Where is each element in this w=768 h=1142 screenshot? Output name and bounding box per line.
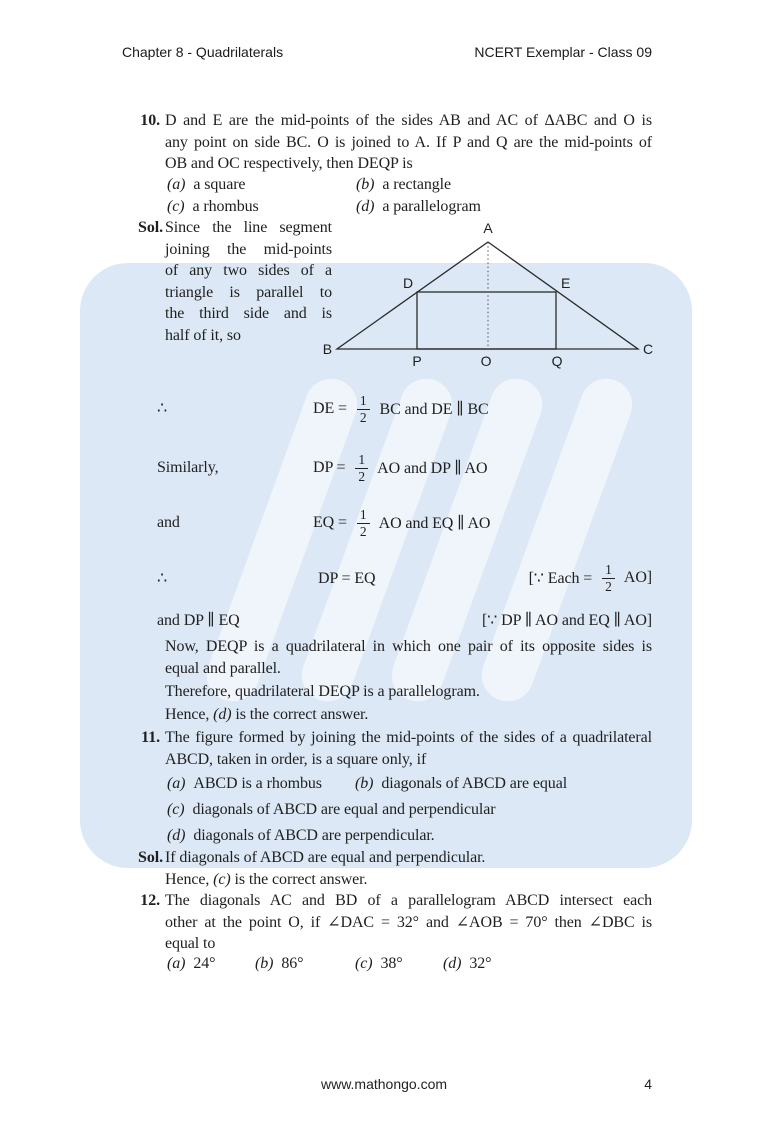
fraction-denominator: 2 — [355, 468, 368, 485]
option-letter: (a) — [167, 176, 186, 193]
footer-website-url: www.mathongo.com — [320, 1076, 448, 1092]
q11-line-2: ABCD, taken in order, is a square only, if — [165, 750, 427, 768]
sol10-paragraph-2: Therefore, quadrilateral DEQP is a parallelogram. — [165, 683, 480, 700]
point-label-D: D — [402, 275, 413, 291]
q10-text — [165, 110, 652, 175]
equation-rhs: AO and EQ ∥ AO — [375, 515, 491, 532]
step3-equation — [313, 502, 490, 544]
sol10-side-line: the third side and is — [165, 305, 332, 322]
fraction-numerator: 1 — [359, 506, 367, 522]
q12-option-d — [443, 953, 491, 974]
sol10-paragraph-1 — [165, 636, 652, 679]
option-letter: (a) — [167, 955, 186, 972]
sol10-side-line: triangle is parallel to — [165, 283, 332, 301]
vertex-label-A: A — [483, 220, 493, 236]
q10-option-c — [167, 196, 259, 217]
equation-lhs: EQ = — [313, 514, 351, 531]
header-book-title: NCERT Exemplar - Class 09 — [474, 44, 652, 60]
correct-option-letter: (c) — [213, 871, 231, 888]
hence-text: is the correct answer. — [231, 706, 369, 723]
q11-number: 11. — [141, 729, 160, 746]
sol10-label: Sol. — [138, 219, 163, 236]
hence-text: Hence, — [165, 706, 214, 723]
step5-statement: and DP ∥ EQ — [157, 612, 240, 629]
paragraph-line: equal and parallel. — [165, 659, 281, 677]
note-text: [∵ Each = — [528, 570, 597, 587]
vertex-label-C: C — [643, 341, 654, 357]
option-letter: (c) — [167, 198, 185, 215]
option-letter: (d) — [443, 955, 462, 972]
equation-rhs: BC and DE ∥ BC — [375, 401, 489, 418]
sol11-hence-line — [165, 869, 652, 891]
q12-line-1: The diagonals AC and BD of a parallelogram ABCD intersect each — [165, 892, 652, 909]
sol10-side-text — [165, 217, 332, 346]
q12-option-b — [255, 953, 303, 974]
q12-option-a — [167, 953, 215, 974]
fraction-denominator: 2 — [357, 409, 370, 426]
hence-text: is the correct answer. — [230, 871, 368, 888]
q11-option-a — [167, 773, 322, 794]
footer-page-number: 4 — [644, 1076, 652, 1092]
note-text: AO] — [620, 569, 652, 586]
equation-lhs: DP = — [313, 459, 350, 476]
sol10-side-line: joining the mid-points — [165, 240, 332, 258]
step4-equation: DP = EQ — [318, 570, 376, 587]
q10-line-1: D and E are the mid-points of the sides AB and AC of ΔABC and O is — [165, 112, 652, 129]
fraction-one-half — [602, 562, 615, 594]
sol10-hence-line — [165, 704, 652, 726]
step1-equation — [313, 388, 489, 430]
q12-text — [165, 890, 652, 955]
option-text: diagonals of ABCD are equal — [381, 775, 568, 792]
option-letter: (d) — [167, 827, 186, 844]
q11-option-d — [167, 825, 435, 846]
fraction-denominator: 2 — [357, 523, 370, 540]
option-text: a rhombus — [192, 198, 259, 215]
option-text: a parallelogram — [382, 198, 481, 215]
option-text: a square — [193, 176, 246, 193]
q11-option-b — [355, 773, 567, 794]
q11-option-c — [167, 799, 495, 820]
fraction-numerator: 1 — [605, 561, 612, 577]
q10-option-b — [356, 174, 451, 195]
option-text: 24° — [193, 955, 216, 972]
option-letter: (c) — [167, 801, 185, 818]
option-text: diagonals of ABCD are equal and perpendicular — [192, 801, 496, 818]
option-text: a rectangle — [382, 176, 451, 193]
fraction-one-half — [357, 393, 370, 425]
q10-number: 10. — [140, 112, 160, 129]
option-text: 38° — [380, 955, 403, 972]
point-label-Q: Q — [551, 353, 563, 369]
step2-label: Similarly, — [157, 459, 219, 476]
paragraph-line: Now, DEQP is a quadrilateral in which one pair of its opposite sides is — [165, 638, 652, 655]
q11-text — [165, 727, 652, 770]
fraction-one-half — [355, 452, 368, 484]
q11-line-1: The figure formed by joining the mid-points of the sides of a quadrilateral — [165, 729, 652, 746]
q10-option-a — [167, 174, 245, 195]
q10-option-d — [356, 196, 481, 217]
q12-number: 12. — [140, 892, 160, 909]
option-letter: (c) — [355, 955, 373, 972]
q10-line-2: any point on side BC. O is joined to A. If P and Q are the mid-points of — [165, 133, 652, 151]
q12-line-3: equal to — [165, 935, 216, 952]
step3-label: and — [157, 514, 180, 531]
sol10-side-line: Since the line segment — [165, 219, 332, 236]
option-text: 86° — [281, 955, 304, 972]
hence-text: Hence, — [165, 871, 214, 888]
q12-line-2: other at the point O, if ∠DAC = 32° and ∠AOB = 70° then ∠DBC is — [165, 913, 652, 931]
q10-line-3: OB and OC respectively, then DEQP is — [165, 155, 413, 172]
vertex-label-B: B — [322, 341, 332, 357]
option-letter: (b) — [355, 775, 374, 792]
sol10-side-line: half of it, so — [165, 326, 241, 344]
equation-rhs: AO and DP ∥ AO — [374, 460, 488, 477]
header-chapter-title: Chapter 8 - Quadrilaterals — [122, 44, 284, 60]
point-label-P: P — [412, 353, 422, 369]
option-letter: (b) — [255, 955, 274, 972]
option-letter: (b) — [356, 176, 375, 193]
fraction-one-half — [357, 507, 370, 539]
step4-label: ∴ — [157, 570, 168, 587]
point-label-O: O — [480, 353, 492, 369]
option-text: ABCD is a rhombus — [193, 775, 322, 792]
step1-label: ∴ — [157, 400, 168, 417]
q12-option-c — [355, 953, 403, 974]
fraction-numerator: 1 — [358, 451, 366, 467]
triangle-figure — [320, 217, 660, 369]
fraction-numerator: 1 — [359, 392, 367, 408]
sol11-text: If diagonals of ABCD are equal and perpendicular. — [165, 849, 486, 866]
option-text: 32° — [469, 955, 492, 972]
step2-equation — [313, 447, 487, 489]
option-letter: (d) — [356, 198, 375, 215]
option-letter: (a) — [167, 775, 186, 792]
sol11-label: Sol. — [138, 849, 163, 866]
step4-reason-note — [462, 557, 652, 599]
step5-reason-note: [∵ DP ∥ AO and EQ ∥ AO] — [481, 612, 652, 629]
correct-option-letter: (d) — [213, 706, 232, 723]
option-text: diagonals of ABCD are perpendicular. — [193, 827, 435, 844]
rectangle-DEQP — [417, 292, 556, 349]
sol10-side-line: of any two sides of a — [165, 262, 332, 279]
equation-lhs: DE = — [313, 400, 351, 417]
fraction-denominator: 2 — [602, 578, 615, 595]
point-label-E: E — [561, 275, 571, 291]
